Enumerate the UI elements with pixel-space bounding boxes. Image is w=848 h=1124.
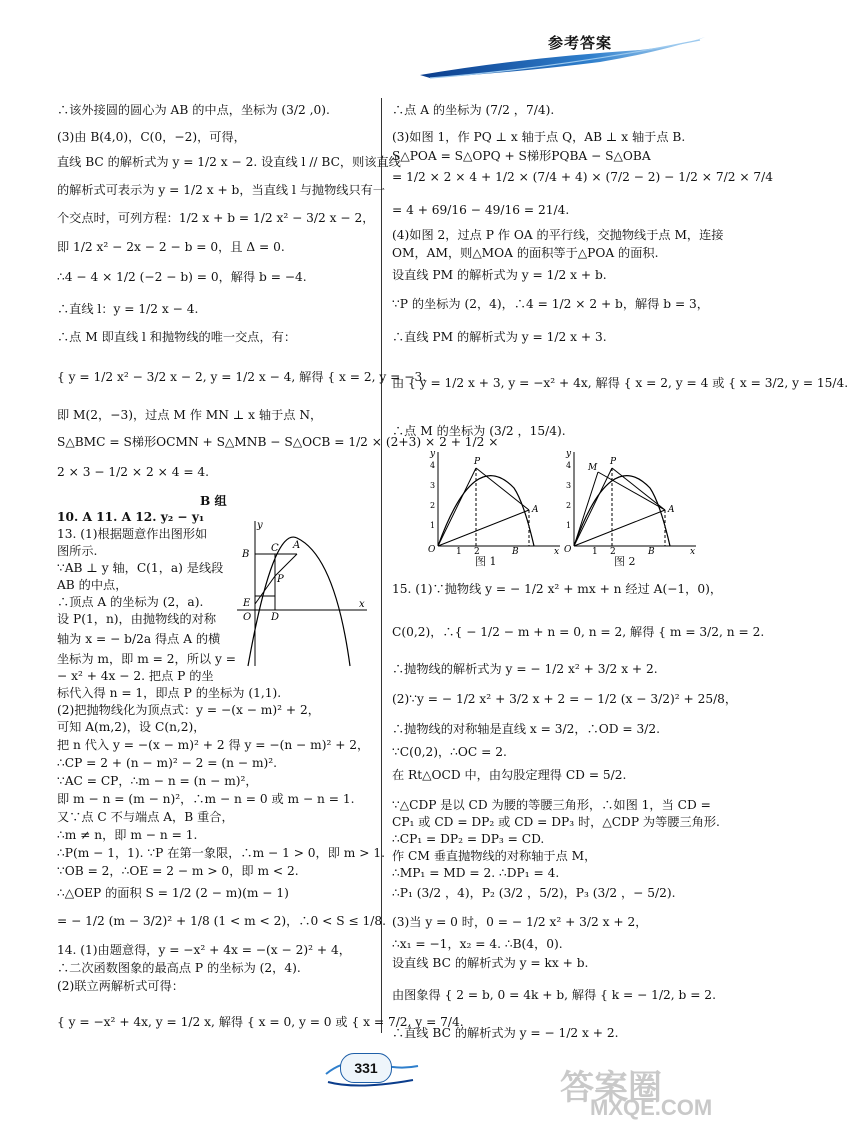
answers-line: 10. A 11. A 12. y₂ − y₁	[57, 510, 205, 524]
fig-label: y	[430, 449, 436, 459]
text-line: = 4 + 69/16 − 49/16 = 21/4.	[392, 203, 570, 217]
fig-label: 1	[592, 547, 598, 557]
fig-label: E	[243, 598, 251, 609]
text-line: ∴△OEP 的面积 S = 1/2 (2 − m)(m − 1)	[57, 886, 289, 900]
text-line: 15. (1)∵抛物线 y = − 1/2 x² + mx + n 经过 A(−1，0)，	[392, 582, 723, 596]
text-line: 作 CM 垂直抛物线的对称轴于点 M，	[392, 849, 597, 863]
text-line: 14. (1)由题意得，y = −x² + 4x = −(x − 2)² + 4，	[57, 943, 351, 957]
fig-label: M	[588, 463, 598, 473]
text-line: 又∵点 C 不与端点 A，B 重合，	[57, 810, 234, 824]
page-number: 331	[340, 1053, 392, 1083]
fig-label: y	[257, 520, 263, 531]
text-line: 2 × 3 − 1/2 × 2 × 4 = 4.	[57, 465, 210, 479]
fig-label: O	[564, 545, 572, 555]
text-line: ∴直线 l：y = 1/2 x − 4.	[57, 302, 199, 316]
fig-label: P	[610, 457, 617, 467]
text-line: = − 1/2 (m − 3/2)² + 1/8 (1 < m < 2)，∴0 < S ≤ 1/8.	[57, 914, 387, 928]
text-line: AB 的中点，	[57, 578, 128, 592]
fig-label: 4	[566, 461, 572, 470]
fig-label: C	[271, 543, 279, 554]
text-line: ∵OB = 2，∴OE = 2 − m > 0，即 m < 2.	[57, 864, 299, 878]
text-line: ∴二次函数图象的最高点 P 的坐标为 (2，4).	[57, 961, 301, 975]
text-line: 即 M(2，−3)，过点 M 作 MN ⊥ x 轴于点 N，	[57, 408, 323, 422]
text-line: ∵C(0,2)，∴OC = 2.	[392, 745, 507, 759]
fig-label: A	[532, 505, 539, 515]
text-line: (3)当 y = 0 时，0 = − 1/2 x² + 3/2 x + 2，	[392, 915, 648, 929]
figure-1-caption: 图 1	[475, 555, 497, 568]
text-line: 设 P(1，n)，由抛物线的对称	[57, 612, 217, 626]
fig-label: O	[243, 612, 252, 623]
text-line: 把 n 代入 y = −(x − m)² + 2 得 y = −(n − m)² + 2，	[57, 738, 370, 752]
fig-label: x	[554, 547, 560, 557]
fig-label: B	[242, 549, 250, 560]
text-line: ∴CP₁ = DP₂ = DP₃ = CD.	[392, 832, 545, 846]
fig-label: P	[277, 574, 284, 585]
text-line: 即 1/2 x² − 2x − 2 − b = 0，且 Δ = 0.	[57, 240, 285, 254]
fig-label: 2	[566, 501, 572, 510]
watermark-logo: 答案圈	[560, 1069, 662, 1107]
section-title: B 组	[200, 494, 227, 508]
text-line: ∴抛物线的解析式为 y = − 1/2 x² + 3/2 x + 2.	[392, 662, 658, 676]
text-line: C(0,2)，∴{ − 1/2 − m + n = 0, n = 2, 解得 { m = 3/2, n = 2.	[392, 625, 765, 639]
fig-label: 1	[456, 547, 462, 557]
fig-label: 3	[566, 481, 572, 490]
text-line: (2)联立两解析式可得：	[57, 979, 184, 993]
text-line: (3)由 B(4,0)，C(0，−2)，可得，	[57, 130, 246, 144]
text-line: ∴P(m − 1，1). ∵P 在第一象限，∴m − 1 > 0，即 m > 1.	[57, 846, 385, 860]
text-line: ∵P 的坐标为 (2，4)，∴4 = 1/2 × 2 + b，解得 b = 3，	[392, 297, 709, 311]
text-line: ∴点 M 的坐标为 (3/2 ，15/4).	[392, 424, 566, 438]
fig-label: 2	[610, 547, 616, 557]
text-line: ∴MP₁ = MD = 2. ∴DP₁ = 4.	[392, 866, 560, 880]
text-line: { y = 1/2 x² − 3/2 x − 2, y = 1/2 x − 4, 解得 { x = 2, y = −3.	[57, 370, 427, 384]
text-line: 个交点时，可列方程：1/2 x + b = 1/2 x² − 3/2 x − 2，	[57, 211, 375, 225]
text-line: 轴为 x = − b/2a 得点 A 的横	[57, 632, 221, 646]
text-line: ∵△CDP 是以 CD 为腰的等腰三角形，∴如图 1，当 CD =	[392, 798, 711, 812]
text-line: 即 m − n = (m − n)²，∴m − n = 0 或 m − n = 1.	[57, 792, 355, 806]
text-line: 的解析式可表示为 y = 1/2 x + b，当直线 l 与抛物线只有一	[57, 183, 386, 197]
text-line: ∴P₁ (3/2 ，4)，P₂ (3/2 ，5/2)，P₃ (3/2 ，− 5/2).	[392, 886, 676, 900]
text-line: CP₁ 或 CD = DP₂ 或 CD = DP₃ 时，△CDP 为等腰三角形.	[392, 815, 720, 829]
text-line: ∴直线 BC 的解析式为 y = − 1/2 x + 2.	[392, 1026, 619, 1040]
header-swoosh	[0, 0, 750, 90]
fig-label: 2	[474, 547, 480, 557]
figure-q13	[235, 516, 370, 671]
text-line: 标代入得 n = 1，即点 P 的坐标为 (1,1).	[57, 686, 282, 700]
fig-label: A	[668, 505, 675, 515]
text-line: ∴点 M 即直线 l 和抛物线的唯一交点，有：	[57, 330, 297, 344]
text-line: OM，AM，则△MOA 的面积等于△POA 的面积.	[392, 246, 659, 260]
text-line: ∴抛物线的对称轴是直线 x = 3/2，∴OD = 3/2.	[392, 722, 660, 736]
text-line: = 1/2 × 2 × 4 + 1/2 × (7/4 + 4) × (7/2 − 2) − 1/2 × 7/2 × 7/4	[392, 170, 774, 184]
figure-2-caption: 图 2	[614, 555, 636, 568]
text-line: 由 { y = 1/2 x + 3, y = −x² + 4x, 解得 { x = 2, y = 4 或 { x = 3/2, y = 15/4.	[392, 376, 848, 390]
text-line: 设直线 PM 的解析式为 y = 1/2 x + b.	[392, 268, 607, 282]
text-line: 坐标为 m，即 m = 2，所以 y =	[57, 652, 236, 666]
text-line: 直线 BC 的解析式为 y = 1/2 x − 2. 设直线 l // BC，则该直线	[57, 155, 401, 169]
text-line: ∴4 − 4 × 1/2 (−2 − b) = 0，解得 b = −4.	[57, 270, 307, 284]
fig-label: 2	[430, 501, 436, 510]
text-line: 设直线 BC 的解析式为 y = kx + b.	[392, 956, 589, 970]
text-line: S△BMC = S梯形OCMN + S△MNB − S△OCB = 1/2 × (2+3) × 2 + 1/2 ×	[57, 435, 499, 449]
text-line: ∴该外接圆的圆心为 AB 的中点，坐标为 (3/2 ,0).	[57, 103, 330, 117]
text-line: − x² + 4x − 2. 把点 P 的坐	[57, 669, 214, 683]
text-line: 可知 A(m,2)，设 C(n,2)，	[57, 720, 206, 734]
fig-label: B	[512, 547, 519, 557]
text-line: { y = −x² + 4x, y = 1/2 x, 解得 { x = 0, y = 0 或 { x = 7/2, y = 7/4.	[57, 1015, 464, 1029]
text-line: ∴m ≠ n，即 m − n = 1.	[57, 828, 198, 842]
text-line: S△POA = S△OPQ + S梯形PQBA − S△OBA	[392, 149, 651, 163]
fig-label: 1	[566, 521, 572, 530]
fig-label: y	[566, 449, 572, 459]
text-line: (2)把抛物线化为顶点式：y = −(x − m)² + 2，	[57, 703, 320, 717]
text-line: 在 Rt△OCD 中，由勾股定理得 CD = 5/2.	[392, 768, 627, 782]
fig-label: A	[293, 540, 301, 551]
watermark-url: MXQE.COM	[590, 1095, 713, 1120]
text-line: 由图象得 { 2 = b, 0 = 4k + b, 解得 { k = − 1/2, b = 2.	[392, 988, 716, 1002]
text-line: (2)∵y = − 1/2 x² + 3/2 x + 2 = − 1/2 (x − 3/2)² + 25/8，	[392, 692, 738, 706]
text-line: ∴x₁ = −1，x₂ = 4. ∴B(4，0).	[392, 937, 563, 951]
text-line: 图所示.	[57, 544, 98, 558]
fig-label: x	[359, 599, 365, 610]
fig-label: x	[690, 547, 696, 557]
fig-label: B	[648, 547, 655, 557]
text-line: 13. (1)根据题意作出图形如	[57, 527, 208, 541]
text-line: ∵AC = CP，∴m − n = (n − m)²，	[57, 774, 258, 788]
column-divider	[381, 98, 382, 1033]
text-line: ∵AB ⊥ y 轴，C(1，a) 是线段	[57, 561, 224, 575]
text-line: ∴顶点 A 的坐标为 (2，a).	[57, 595, 204, 609]
fig-label: 1	[430, 521, 436, 530]
text-line: ∴直线 PM 的解析式为 y = 1/2 x + 3.	[392, 330, 607, 344]
text-line: (3)如图 1，作 PQ ⊥ x 轴于点 Q，AB ⊥ x 轴于点 B.	[392, 130, 686, 144]
fig-label: D	[271, 612, 280, 623]
fig-label: 4	[430, 461, 436, 470]
text-line: ∴CP = 2 + (n − m)² − 2 = (n − m)².	[57, 756, 278, 770]
text-line: ∴点 A 的坐标为 (7/2 ，7/4).	[392, 103, 555, 117]
fig-label: O	[428, 545, 436, 555]
fig-label: 3	[430, 481, 436, 490]
fig-label: P	[474, 457, 481, 467]
page-header-title: 参考答案	[548, 34, 613, 52]
text-line: (4)如图 2，过点 P 作 OA 的平行线，交抛物线于点 M，连接	[392, 228, 724, 242]
